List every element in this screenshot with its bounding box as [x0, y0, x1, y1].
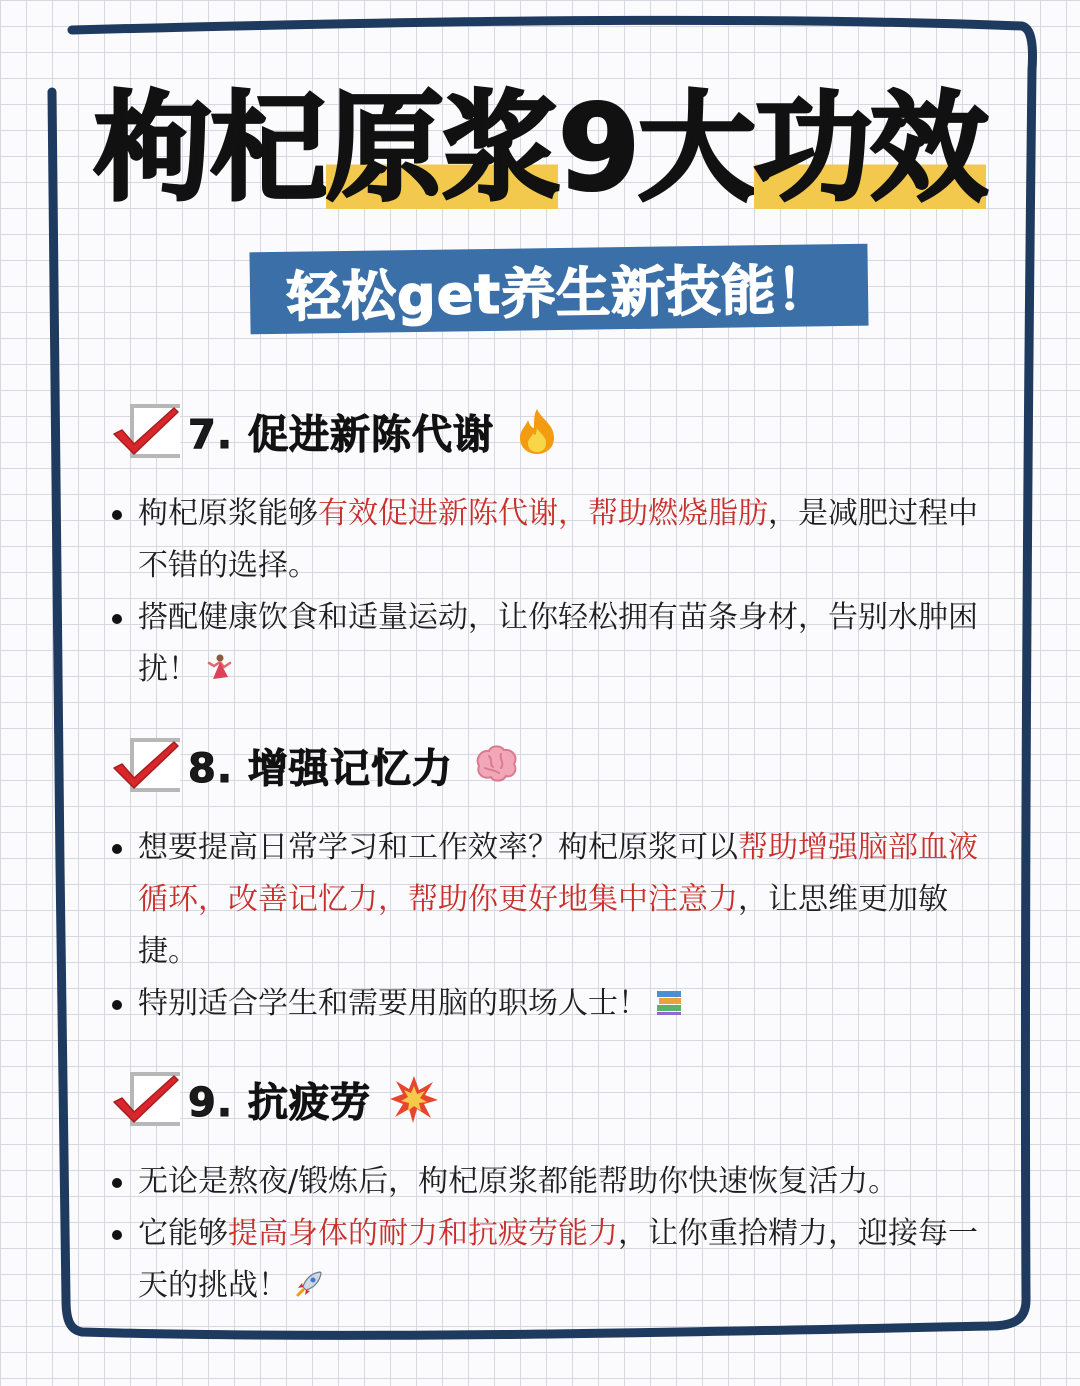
bullet-text: 想要提高日常学习和工作效率？枸杞原浆可以	[138, 830, 738, 865]
bullet-text: 搭配健康饮食和适量运动，让你轻松拥有苗条身材，告别水肿困扰！	[138, 600, 978, 687]
section-heading-row	[110, 1064, 990, 1134]
checkmark-icon	[110, 400, 180, 462]
list-item	[110, 1208, 990, 1312]
bullet-text-tail: ，让你重拾精力，迎接每一天的挑战！	[138, 1216, 978, 1303]
section-memory	[110, 730, 990, 1030]
bullet-text: 无论是熬夜/锻炼后，枸杞原浆都能帮助你快速恢复活力。	[138, 1164, 899, 1199]
checkmark-icon	[110, 1068, 180, 1130]
subtitle-text: 轻松get养生新技能！	[286, 257, 832, 329]
title-part-4-highlighted: 功效	[754, 79, 987, 217]
bullet-text-tail: ，让思维更加敏捷。	[138, 882, 948, 969]
title-part-2-highlighted: 原浆	[325, 79, 558, 217]
rocket-icon	[294, 1269, 324, 1299]
list-item	[110, 1156, 990, 1208]
bullet-highlight: 提高身体的耐力和抗疲劳能力	[228, 1216, 618, 1251]
subtitle-banner	[249, 244, 868, 335]
burst-icon	[389, 1074, 439, 1124]
title-part-1: 枸杞	[93, 79, 326, 217]
section-metabolism	[110, 396, 990, 696]
section-anti-fatigue	[110, 1064, 990, 1312]
page-title	[0, 79, 1080, 217]
bullet-text: 枸杞原浆能够	[138, 496, 318, 531]
bullet-text-tail: ，是减肥过程中不错的选择。	[138, 496, 978, 583]
list-item	[110, 488, 990, 592]
section-heading-row	[110, 730, 990, 800]
checkmark-icon	[110, 734, 180, 796]
bullet-list	[110, 1156, 990, 1312]
brain-icon	[471, 740, 521, 790]
bullet-list	[110, 488, 990, 696]
dancer-icon	[204, 653, 234, 683]
bullet-text: 特别适合学生和需要用脑的职场人士！	[138, 986, 648, 1021]
bullet-text: 它能够	[138, 1216, 228, 1251]
bullet-highlight: 帮助增强脑部血液循环，改善记忆力，帮助你更好地集中注意力	[138, 830, 978, 917]
section-title: 7. 促进新陈代谢	[188, 411, 494, 458]
list-item	[110, 592, 990, 696]
bullet-highlight: 有效促进新陈代谢，帮助燃烧脂肪	[318, 496, 768, 531]
list-item	[110, 822, 990, 978]
fire-icon	[512, 406, 562, 456]
section-title: 9. 抗疲劳	[188, 1079, 371, 1126]
title-part-3: 9大	[557, 79, 755, 217]
section-title: 8. 增强记忆力	[188, 745, 453, 792]
books-icon	[654, 987, 684, 1017]
bullet-list	[110, 822, 990, 1030]
list-item	[110, 978, 990, 1030]
section-heading-row	[110, 396, 990, 466]
